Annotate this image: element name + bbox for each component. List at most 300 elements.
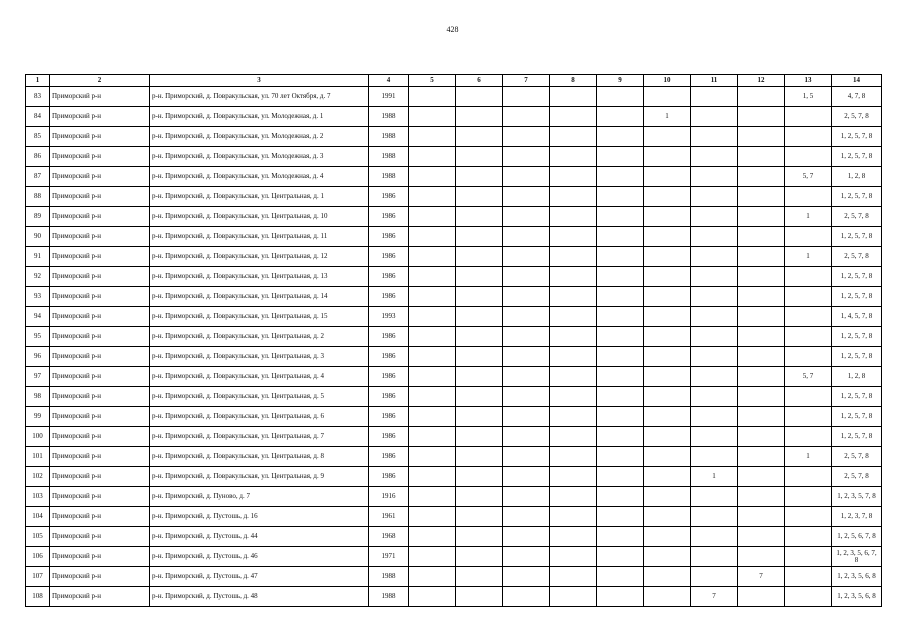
district-cell: Приморский р-н <box>50 587 150 607</box>
table-row <box>26 567 882 587</box>
year-cell: 1988 <box>369 107 409 127</box>
col7-cell <box>503 287 550 307</box>
address-cell: р-н. Приморский, д. Повракульская, ул. Центральная, д. 4 <box>150 367 369 387</box>
col5-cell <box>409 347 456 367</box>
col12-cell <box>738 147 785 167</box>
col7-cell <box>503 127 550 147</box>
address-cell: р-н. Приморский, д. Пустошь, д. 44 <box>150 527 369 547</box>
col13-cell <box>785 347 832 367</box>
col10-cell <box>644 167 691 187</box>
col13-cell <box>785 187 832 207</box>
col14-cell: 1, 2, 5, 7, 8 <box>832 227 882 247</box>
col6-cell <box>456 107 503 127</box>
col10-cell <box>644 207 691 227</box>
col12-cell <box>738 227 785 247</box>
col10-cell <box>644 407 691 427</box>
col10-cell <box>644 587 691 607</box>
col8-cell <box>550 587 597 607</box>
col7-cell <box>503 487 550 507</box>
col6-cell <box>456 367 503 387</box>
year-cell: 1986 <box>369 467 409 487</box>
col6-cell <box>456 247 503 267</box>
district-cell: Приморский р-н <box>50 507 150 527</box>
col11-cell: 1 <box>691 467 738 487</box>
col5-cell <box>409 207 456 227</box>
col7-cell <box>503 187 550 207</box>
col6-cell <box>456 227 503 247</box>
col5-cell <box>409 467 456 487</box>
table-row <box>26 447 882 467</box>
col14-cell: 2, 5, 7, 8 <box>832 447 882 467</box>
col7-cell <box>503 367 550 387</box>
address-cell: р-н. Приморский, д. Пустошь, д. 16 <box>150 507 369 527</box>
col6-cell <box>456 187 503 207</box>
address-cell: р-н. Приморский, д. Повракульская, ул. Центральная, д. 15 <box>150 307 369 327</box>
table-row <box>26 187 882 207</box>
col8-cell <box>550 267 597 287</box>
district-cell: Приморский р-н <box>50 367 150 387</box>
col12-cell <box>738 447 785 467</box>
col5-cell <box>409 567 456 587</box>
district-cell: Приморский р-н <box>50 347 150 367</box>
col12-cell <box>738 167 785 187</box>
col10-cell <box>644 327 691 347</box>
col14-cell: 1, 2, 5, 7, 8 <box>832 127 882 147</box>
row-number: 93 <box>26 287 50 307</box>
col9-cell <box>597 407 644 427</box>
col5-cell <box>409 307 456 327</box>
col9-cell <box>597 147 644 167</box>
col8-cell <box>550 547 597 567</box>
col10-cell <box>644 567 691 587</box>
year-cell: 1916 <box>369 487 409 507</box>
row-number: 102 <box>26 467 50 487</box>
col11-cell <box>691 307 738 327</box>
col8-cell <box>550 507 597 527</box>
address-cell: р-н. Приморский, д. Повракульская, ул. Центральная, д. 14 <box>150 287 369 307</box>
address-cell: р-н. Приморский, д. Пустошь, д. 48 <box>150 587 369 607</box>
col6-cell <box>456 467 503 487</box>
col10-cell <box>644 447 691 467</box>
col11-cell <box>691 107 738 127</box>
col10-cell <box>644 247 691 267</box>
table-row <box>26 247 882 267</box>
col8-cell <box>550 347 597 367</box>
col9-cell <box>597 347 644 367</box>
address-cell: р-н. Приморский, д. Повракульская, ул. Центральная, д. 11 <box>150 227 369 247</box>
column-header: 8 <box>550 75 597 87</box>
column-header: 14 <box>832 75 882 87</box>
address-cell: р-н. Приморский, д. Повракульская, ул. Молодежная, д. 4 <box>150 167 369 187</box>
col6-cell <box>456 567 503 587</box>
table-body <box>26 87 882 607</box>
col10-cell <box>644 187 691 207</box>
column-header: 10 <box>644 75 691 87</box>
col11-cell <box>691 567 738 587</box>
col8-cell <box>550 527 597 547</box>
col7-cell <box>503 327 550 347</box>
table-row <box>26 547 882 567</box>
address-cell: р-н. Приморский, д. Повракульская, ул. 70 лет Октября, д. 7 <box>150 87 369 107</box>
table-row <box>26 407 882 427</box>
col13-cell <box>785 507 832 527</box>
col8-cell <box>550 367 597 387</box>
district-cell: Приморский р-н <box>50 187 150 207</box>
col8-cell <box>550 387 597 407</box>
col10-cell <box>644 487 691 507</box>
row-number: 100 <box>26 427 50 447</box>
col10-cell <box>644 147 691 167</box>
year-cell: 1986 <box>369 207 409 227</box>
district-cell: Приморский р-н <box>50 387 150 407</box>
col9-cell <box>597 287 644 307</box>
col5-cell <box>409 107 456 127</box>
col8-cell <box>550 107 597 127</box>
col9-cell <box>597 447 644 467</box>
table-row <box>26 267 882 287</box>
district-cell: Приморский р-н <box>50 427 150 447</box>
col14-cell: 1, 2, 5, 7, 8 <box>832 327 882 347</box>
table-row <box>26 87 882 107</box>
col11-cell <box>691 407 738 427</box>
column-header: 11 <box>691 75 738 87</box>
col7-cell <box>503 567 550 587</box>
address-cell: р-н. Приморский, д. Повракульская, ул. Молодежная, д. 3 <box>150 147 369 167</box>
col7-cell <box>503 527 550 547</box>
col11-cell <box>691 187 738 207</box>
district-cell: Приморский р-н <box>50 127 150 147</box>
table-row <box>26 587 882 607</box>
col13-cell <box>785 467 832 487</box>
col12-cell <box>738 107 785 127</box>
column-header: 5 <box>409 75 456 87</box>
year-cell: 1986 <box>369 267 409 287</box>
col5-cell <box>409 407 456 427</box>
year-cell: 1988 <box>369 587 409 607</box>
address-cell: р-н. Приморский, д. Повракульская, ул. Центральная, д. 6 <box>150 407 369 427</box>
row-number: 96 <box>26 347 50 367</box>
column-header: 9 <box>597 75 644 87</box>
table-row <box>26 387 882 407</box>
col13-cell <box>785 487 832 507</box>
table-row <box>26 367 882 387</box>
col7-cell <box>503 207 550 227</box>
col11-cell <box>691 227 738 247</box>
col6-cell <box>456 547 503 567</box>
address-cell: р-н. Приморский, д. Повракульская, ул. Центральная, д. 1 <box>150 187 369 207</box>
col7-cell <box>503 307 550 327</box>
column-header: 7 <box>503 75 550 87</box>
district-cell: Приморский р-н <box>50 527 150 547</box>
row-number: 103 <box>26 487 50 507</box>
col10-cell <box>644 547 691 567</box>
col14-cell: 4, 7, 8 <box>832 87 882 107</box>
col14-cell: 1, 2, 5, 7, 8 <box>832 147 882 167</box>
year-cell: 1986 <box>369 327 409 347</box>
col12-cell <box>738 407 785 427</box>
col8-cell <box>550 467 597 487</box>
col5-cell <box>409 227 456 247</box>
year-cell: 1986 <box>369 187 409 207</box>
col7-cell <box>503 347 550 367</box>
col11-cell <box>691 387 738 407</box>
col9-cell <box>597 367 644 387</box>
col6-cell <box>456 347 503 367</box>
col9-cell <box>597 107 644 127</box>
table-row <box>26 347 882 367</box>
header-row <box>26 75 882 87</box>
address-cell: р-н. Приморский, д. Пустошь, д. 46 <box>150 547 369 567</box>
col9-cell <box>597 327 644 347</box>
year-cell: 1986 <box>369 227 409 247</box>
col14-cell: 1, 2, 3, 5, 7, 8 <box>832 487 882 507</box>
column-header: 13 <box>785 75 832 87</box>
col14-cell: 1, 2, 5, 7, 8 <box>832 387 882 407</box>
data-table <box>25 74 882 607</box>
col12-cell <box>738 267 785 287</box>
col11-cell <box>691 427 738 447</box>
col10-cell <box>644 307 691 327</box>
col11-cell <box>691 487 738 507</box>
col9-cell <box>597 307 644 327</box>
col6-cell <box>456 87 503 107</box>
col9-cell <box>597 547 644 567</box>
district-cell: Приморский р-н <box>50 547 150 567</box>
col5-cell <box>409 387 456 407</box>
col5-cell <box>409 187 456 207</box>
col5-cell <box>409 167 456 187</box>
col5-cell <box>409 327 456 347</box>
col11-cell <box>691 447 738 467</box>
col5-cell <box>409 247 456 267</box>
col5-cell <box>409 287 456 307</box>
col12-cell <box>738 507 785 527</box>
col12-cell <box>738 587 785 607</box>
col12-cell <box>738 127 785 147</box>
row-number: 94 <box>26 307 50 327</box>
col12-cell <box>738 547 785 567</box>
col6-cell <box>456 487 503 507</box>
col11-cell <box>691 507 738 527</box>
table-row <box>26 167 882 187</box>
col12-cell <box>738 247 785 267</box>
col13-cell: 5, 7 <box>785 367 832 387</box>
col11-cell <box>691 527 738 547</box>
address-cell: р-н. Приморский, д. Повракульская, ул. Центральная, д. 13 <box>150 267 369 287</box>
district-cell: Приморский р-н <box>50 287 150 307</box>
col6-cell <box>456 307 503 327</box>
col9-cell <box>597 187 644 207</box>
col7-cell <box>503 547 550 567</box>
col8-cell <box>550 287 597 307</box>
col10-cell <box>644 347 691 367</box>
col9-cell <box>597 267 644 287</box>
col6-cell <box>456 587 503 607</box>
district-cell: Приморский р-н <box>50 207 150 227</box>
col7-cell <box>503 107 550 127</box>
col11-cell <box>691 87 738 107</box>
col13-cell: 1 <box>785 447 832 467</box>
address-cell: р-н. Приморский, д. Повракульская, ул. Центральная, д. 3 <box>150 347 369 367</box>
table-row <box>26 287 882 307</box>
col6-cell <box>456 407 503 427</box>
col8-cell <box>550 487 597 507</box>
district-cell: Приморский р-н <box>50 147 150 167</box>
col7-cell <box>503 427 550 447</box>
row-number: 90 <box>26 227 50 247</box>
year-cell: 1971 <box>369 547 409 567</box>
col14-cell: 1, 2, 3, 5, 6, 7, 8 <box>832 547 882 567</box>
col13-cell <box>785 307 832 327</box>
table-row <box>26 127 882 147</box>
col14-cell: 1, 2, 3, 5, 6, 8 <box>832 587 882 607</box>
col12-cell <box>738 367 785 387</box>
col13-cell <box>785 287 832 307</box>
col12-cell <box>738 347 785 367</box>
district-cell: Приморский р-н <box>50 107 150 127</box>
col12-cell <box>738 467 785 487</box>
col5-cell <box>409 87 456 107</box>
row-number: 86 <box>26 147 50 167</box>
table-row <box>26 527 882 547</box>
row-number: 97 <box>26 367 50 387</box>
year-cell: 1986 <box>369 427 409 447</box>
col12-cell: 7 <box>738 567 785 587</box>
col11-cell <box>691 347 738 367</box>
col13-cell <box>785 387 832 407</box>
table-row <box>26 107 882 127</box>
col8-cell <box>550 207 597 227</box>
col6-cell <box>456 267 503 287</box>
col6-cell <box>456 527 503 547</box>
col5-cell <box>409 507 456 527</box>
year-cell: 1961 <box>369 507 409 527</box>
col8-cell <box>550 167 597 187</box>
col13-cell: 1 <box>785 207 832 227</box>
col13-cell <box>785 527 832 547</box>
district-cell: Приморский р-н <box>50 447 150 467</box>
district-cell: Приморский р-н <box>50 87 150 107</box>
col11-cell: 7 <box>691 587 738 607</box>
col9-cell <box>597 207 644 227</box>
col12-cell <box>738 427 785 447</box>
col7-cell <box>503 387 550 407</box>
year-cell: 1991 <box>369 87 409 107</box>
col9-cell <box>597 567 644 587</box>
col8-cell <box>550 567 597 587</box>
district-cell: Приморский р-н <box>50 567 150 587</box>
col9-cell <box>597 527 644 547</box>
col8-cell <box>550 427 597 447</box>
col9-cell <box>597 387 644 407</box>
col7-cell <box>503 587 550 607</box>
district-cell: Приморский р-н <box>50 407 150 427</box>
col8-cell <box>550 447 597 467</box>
col14-cell: 1, 2, 5, 7, 8 <box>832 347 882 367</box>
col7-cell <box>503 147 550 167</box>
col11-cell <box>691 547 738 567</box>
col5-cell <box>409 267 456 287</box>
col10-cell <box>644 387 691 407</box>
col14-cell: 1, 2, 3, 7, 8 <box>832 507 882 527</box>
table-row <box>26 207 882 227</box>
year-cell: 1986 <box>369 287 409 307</box>
col12-cell <box>738 207 785 227</box>
col13-cell <box>785 567 832 587</box>
col5-cell <box>409 587 456 607</box>
col14-cell: 1, 2, 5, 7, 8 <box>832 287 882 307</box>
address-cell: р-н. Приморский, д. Повракульская, ул. Центральная, д. 10 <box>150 207 369 227</box>
col8-cell <box>550 327 597 347</box>
row-number: 84 <box>26 107 50 127</box>
year-cell: 1988 <box>369 567 409 587</box>
year-cell: 1986 <box>369 447 409 467</box>
col14-cell: 1, 2, 5, 7, 8 <box>832 407 882 427</box>
col14-cell: 1, 2, 5, 6, 7, 8 <box>832 527 882 547</box>
table-row <box>26 507 882 527</box>
col14-cell: 1, 2, 8 <box>832 167 882 187</box>
col11-cell <box>691 267 738 287</box>
row-number: 104 <box>26 507 50 527</box>
address-cell: р-н. Приморский, д. Повракульская, ул. Центральная, д. 8 <box>150 447 369 467</box>
table-row <box>26 327 882 347</box>
column-header: 12 <box>738 75 785 87</box>
col13-cell <box>785 427 832 447</box>
address-cell: р-н. Приморский, д. Повракульская, ул. Центральная, д. 5 <box>150 387 369 407</box>
col6-cell <box>456 447 503 467</box>
col5-cell <box>409 447 456 467</box>
col7-cell <box>503 407 550 427</box>
col13-cell <box>785 407 832 427</box>
year-cell: 1988 <box>369 167 409 187</box>
row-number: 108 <box>26 587 50 607</box>
col9-cell <box>597 487 644 507</box>
row-number: 83 <box>26 87 50 107</box>
row-number: 95 <box>26 327 50 347</box>
col8-cell <box>550 247 597 267</box>
col10-cell <box>644 287 691 307</box>
column-header: 6 <box>456 75 503 87</box>
col11-cell <box>691 247 738 267</box>
district-cell: Приморский р-н <box>50 327 150 347</box>
table-row <box>26 227 882 247</box>
col9-cell <box>597 507 644 527</box>
row-number: 92 <box>26 267 50 287</box>
row-number: 98 <box>26 387 50 407</box>
col6-cell <box>456 287 503 307</box>
col5-cell <box>409 547 456 567</box>
row-number: 101 <box>26 447 50 467</box>
year-cell: 1986 <box>369 407 409 427</box>
col6-cell <box>456 387 503 407</box>
col8-cell <box>550 187 597 207</box>
col7-cell <box>503 447 550 467</box>
col10-cell <box>644 527 691 547</box>
year-cell: 1993 <box>369 307 409 327</box>
address-cell: р-н. Приморский, д. Повракульская, ул. Центральная, д. 2 <box>150 327 369 347</box>
district-cell: Приморский р-н <box>50 227 150 247</box>
col10-cell <box>644 87 691 107</box>
col13-cell <box>785 267 832 287</box>
col11-cell <box>691 147 738 167</box>
col13-cell: 1, 5 <box>785 87 832 107</box>
address-cell: р-н. Приморский, д. Повракульская, ул. Молодежная, д. 2 <box>150 127 369 147</box>
page-number: 428 <box>446 25 459 34</box>
year-cell: 1986 <box>369 347 409 367</box>
district-cell: Приморский р-н <box>50 307 150 327</box>
col7-cell <box>503 87 550 107</box>
address-cell: р-н. Приморский, д. Повракульская, ул. Молодежная, д. 1 <box>150 107 369 127</box>
